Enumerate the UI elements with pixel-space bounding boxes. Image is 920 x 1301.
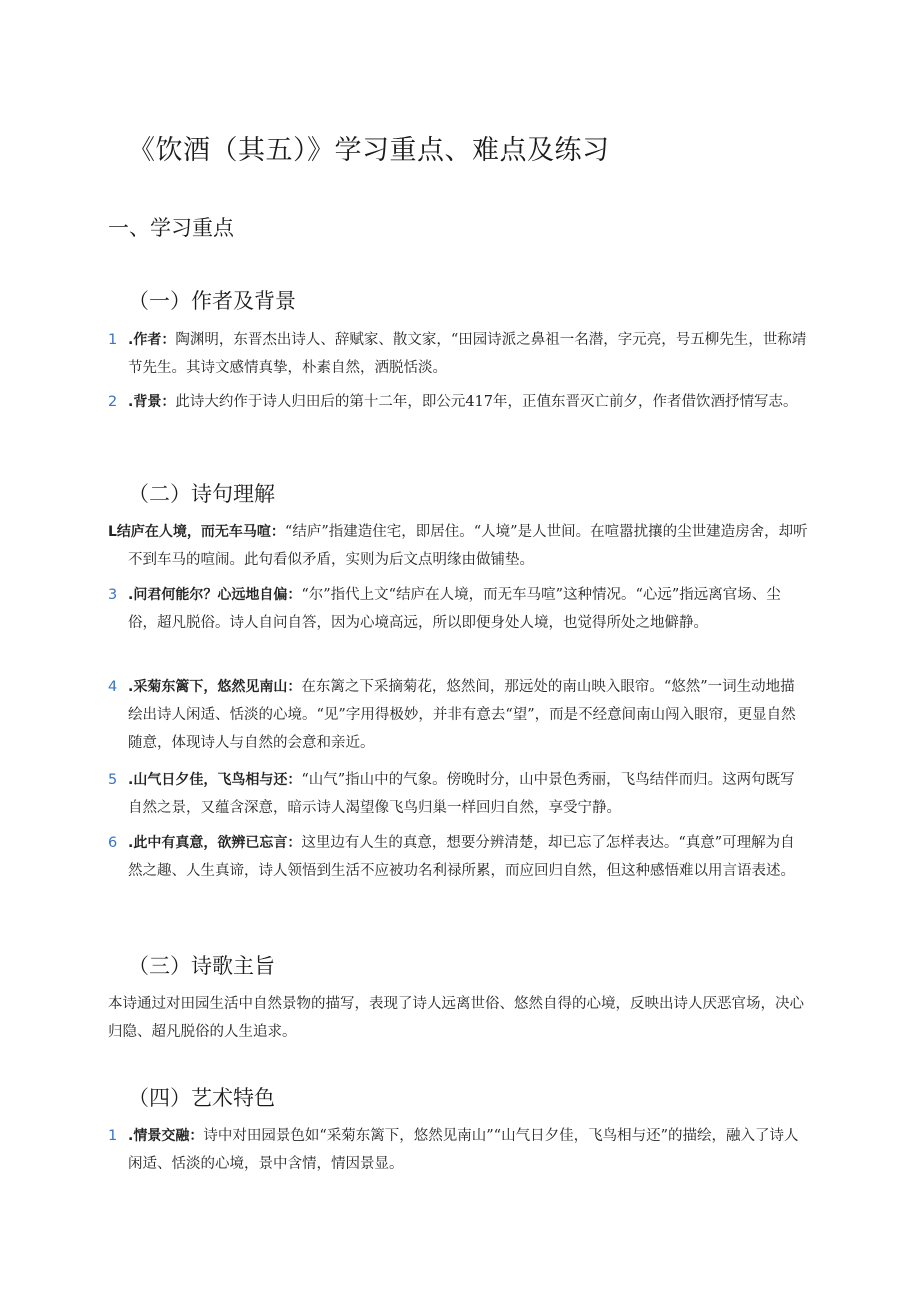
list-number: 3 — [108, 587, 118, 603]
item-text: “尔”指代上文“结庐在人境，而无车马喧”这种情况。“心远”指远离官场、尘俗，超凡脱俗。诗人自问自答，因为心境高远，所以即便身处人境，也觉得所处之地僻静。 — [128, 587, 781, 631]
item-text: 陶渊明，东晋杰出诗人、辞赋家、散文家，“田园诗派之鼻祖一名潜，字元亮，号五柳先生，世称靖节先生。其诗文感情真挚，朴素自然，洒脱恬淡。 — [128, 332, 807, 376]
item-label: .采菊东篱下，悠然见南山： — [128, 679, 302, 695]
subsection-heading-theme: （三）诗歌主旨 — [128, 954, 275, 978]
list-item-verse-4 — [108, 673, 808, 757]
item-label: .此中有真意，欲辨已忘言： — [128, 835, 302, 851]
item-text: 在东篱之下采摘菊花，悠然间，那远处的南山映入眼帘。“悠然”一词生动地描绘出诗人闲适、恬淡的心境。“见”字用得极妙，并非有意去“望”，而是不经意间南山闯入眼帘，更显自然随意，体现诗人与自然的会意和亲近。 — [128, 679, 796, 751]
list-item-background — [108, 388, 808, 416]
list-item-verse-1 — [108, 518, 808, 574]
list-number: 1 — [108, 1128, 118, 1144]
list-number: 5 — [108, 772, 118, 788]
theme-paragraph: 本诗通过对田园生活中自然景物的描写，表现了诗人远离世俗、悠然自得的心境，反映出诗人厌恶官场，决心归隐、超凡脱俗的人生追求。 — [108, 996, 804, 1040]
section-heading-study-focus: 一、学习重点 — [108, 216, 234, 240]
subsection-heading-verse-understanding: （二）诗句理解 — [128, 482, 275, 506]
item-text: 此诗大约作于诗人归田后的第十二年，即公元417年，正值东晋灭亡前夕，作者借饮酒抒情写志。 — [175, 394, 798, 410]
list-item-verse-5 — [108, 766, 808, 822]
item-label: .山气日夕佳，飞鸟相与还： — [128, 772, 302, 788]
item-label: .作者： — [128, 332, 176, 348]
list-item-scene-emotion — [108, 1122, 808, 1178]
item-label: L结庐在人境，而无车马喧： — [108, 524, 285, 540]
item-label: .背景： — [128, 394, 176, 410]
document-title: 《饮酒（其五）》学习重点、难点及练习 — [128, 135, 610, 166]
list-number: 4 — [108, 679, 118, 695]
list-number: 2 — [108, 394, 118, 410]
item-text: 诗中对田园景色如“采菊东篱下，悠然见南山”“山气日夕佳，飞鸟相与还”的描绘，融入了诗人闲适、恬淡的心境，景中含情，情因景显。 — [128, 1128, 799, 1172]
item-label: .情景交融： — [128, 1128, 204, 1144]
list-item-verse-6 — [108, 829, 808, 885]
item-text: “结庐”指建造住宅，即居住。“人境”是人世间。在喧嚣扰攘的尘世建造房舍，却听不到车马的喧闹。此句看似矛盾，实则为后文点明缘由做铺垫。 — [128, 524, 808, 568]
item-text: 这里边有人生的真意，想要分辨清楚，却已忘了怎样表达。“真意”可理解为自然之趣、人生真谛，诗人领悟到生活不应被功名利禄所累，而应回归自然，但这种感悟难以用言语表述。 — [128, 835, 795, 879]
subsection-heading-artistic-features: （四）艺术特色 — [128, 1086, 275, 1110]
subsection-heading-author-background: （一）作者及背景 — [128, 289, 296, 313]
item-text: “山气”指山中的气象。傍晚时分，山中景色秀丽，飞鸟结伴而归。这两句既写自然之景，又蕴含深意，暗示诗人渴望像飞鸟归巢一样回归自然，享受宁静。 — [128, 772, 795, 816]
list-item-verse-3 — [108, 581, 808, 637]
list-number: 6 — [108, 835, 118, 851]
list-number: 1 — [108, 332, 118, 348]
list-item-author — [108, 326, 808, 382]
item-label: .问君何能尔？心远地自偏： — [128, 587, 302, 603]
